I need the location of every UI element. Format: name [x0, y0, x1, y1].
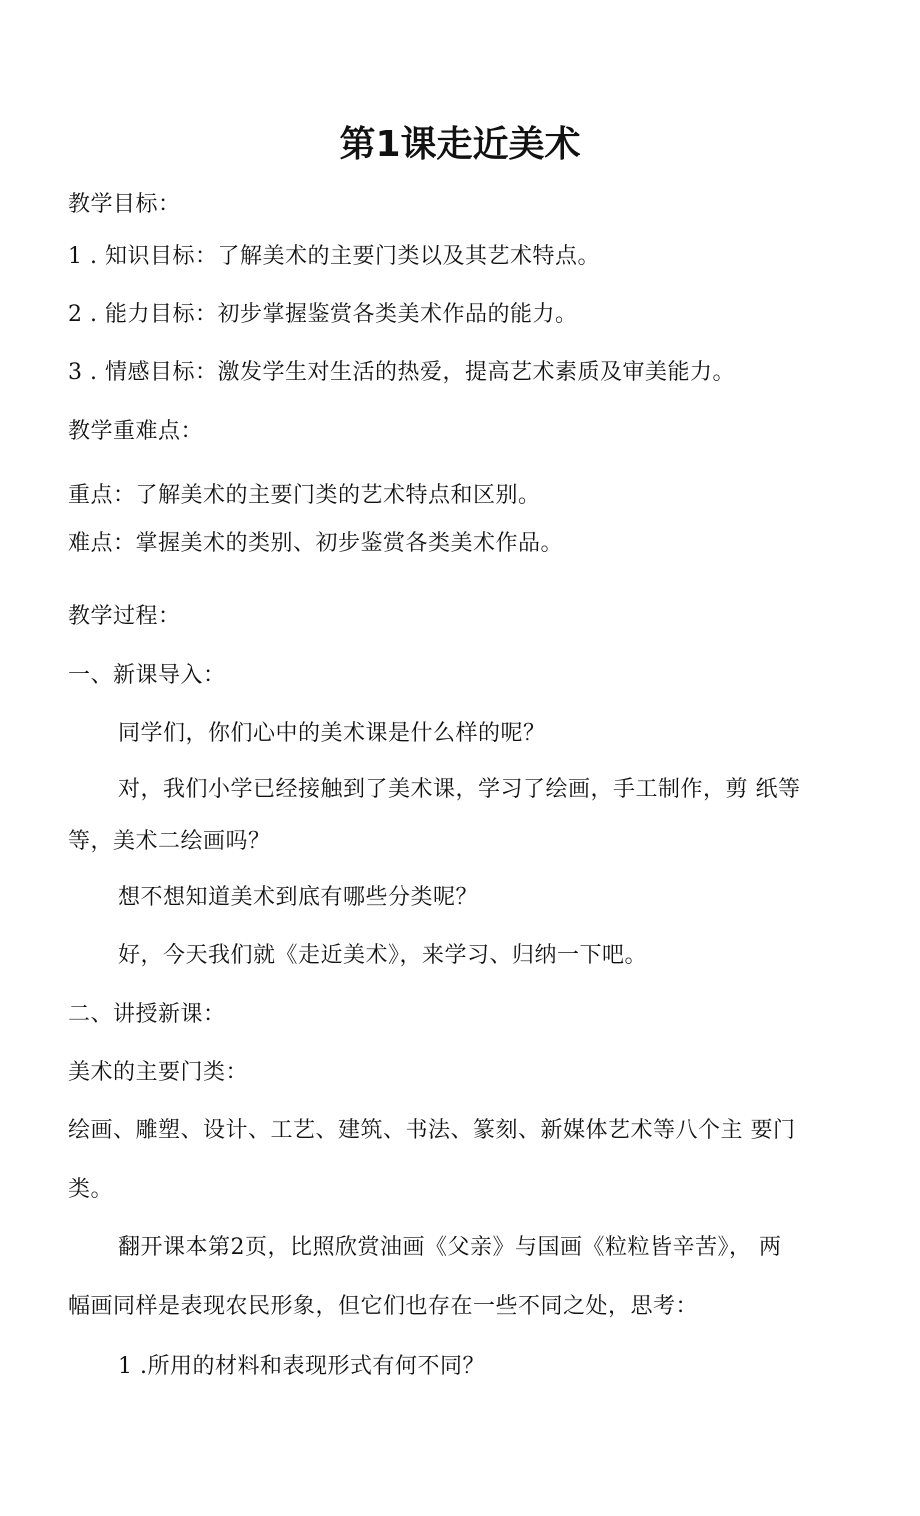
- paragraph: 好，今天我们就《走近美术》，来学习、归纳一下吧。: [118, 943, 648, 968]
- objective-item: 2 . 能力目标：初步掌握鉴赏各类美术作品的能力。: [68, 302, 578, 327]
- difficult-point: 难点：掌握美术的类别、初步鉴赏各类美术作品。: [68, 531, 564, 556]
- key-point: 重点：了解美术的主要门类的艺术特点和区别。: [68, 483, 541, 508]
- paragraph: 幅画同样是表现农民形象，但它们也存在一些不同之处，思考：: [68, 1294, 699, 1319]
- objective-item: 1 . 知识目标：了解美术的主要门类以及其艺术特点。: [68, 244, 600, 269]
- section-heading: 二、讲授新课：: [68, 1002, 226, 1027]
- question-item: 1 .所用的材料和表现形式有何不同？: [118, 1354, 485, 1379]
- paragraph: 类。: [68, 1177, 114, 1202]
- paragraph: 等，美术二绘画吗？: [68, 829, 271, 854]
- paragraph: 同学们，你们心中的美术课是什么样的呢？: [118, 721, 546, 746]
- paragraph: 绘画、雕塑、设计、工艺、建筑、书法、篆刻、新媒体艺术等八个主 要门: [68, 1118, 796, 1143]
- paragraph: 对，我们小学已经接触到了美术课，学习了绘画，手工制作，剪 纸等: [118, 777, 801, 802]
- paragraph: 翻开课本第2页，比照欣赏油画《父亲》与国画《粒粒皆辛苦》， 两: [118, 1235, 782, 1260]
- objectives-heading: 教学目标：: [68, 192, 181, 217]
- categories-heading: 美术的主要门类：: [68, 1060, 249, 1085]
- page-title: 第1课走近美术: [339, 124, 581, 165]
- objective-item: 3 . 情感目标：激发学生对生活的热爱，提高艺术素质及审美能力。: [68, 360, 735, 385]
- process-heading: 教学过程：: [68, 604, 181, 629]
- difficulty-heading: 教学重难点：: [68, 419, 204, 444]
- section-heading: 一、新课导入：: [68, 663, 226, 688]
- paragraph: 想不想知道美术到底有哪些分类呢？: [118, 885, 479, 910]
